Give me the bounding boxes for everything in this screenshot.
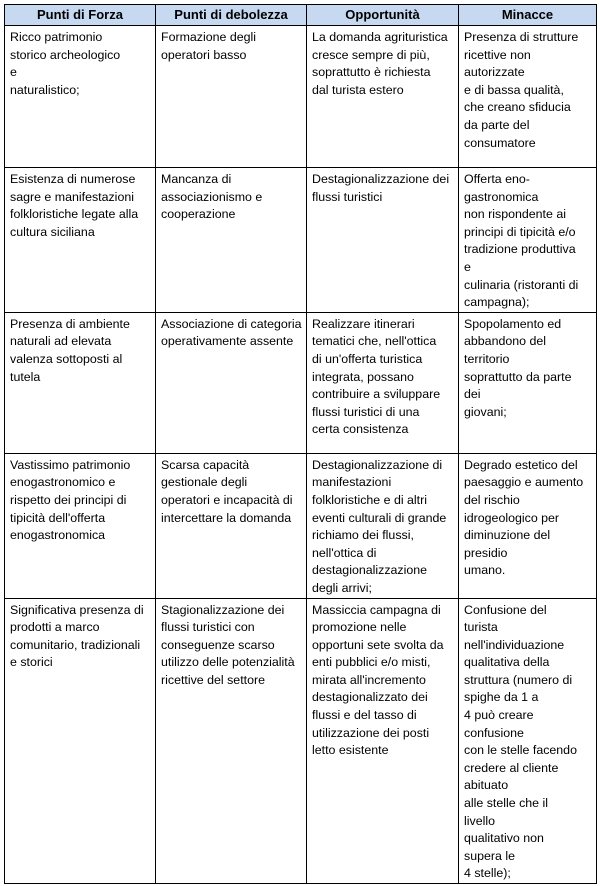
opportunity-cell <box>307 453 459 598</box>
threat-cell <box>459 168 597 313</box>
table-row <box>5 312 597 453</box>
cell-text: Realizzare itinerari tematici che, nell'ottica di un'offerta turistica integrata, possano contribuire a sviluppare flussi turistici di una certa consistenza <box>312 316 441 437</box>
strength-cell <box>5 598 156 884</box>
opportunity-cell <box>307 26 459 168</box>
weakness-cell <box>156 453 307 598</box>
swot-table <box>4 4 597 884</box>
header-threats: Minacce <box>459 5 597 26</box>
cell-text: La domanda agrituristica cresce sempre di più, soprattutto è richiesta dal turista estero <box>312 30 448 97</box>
strength-cell <box>5 168 156 313</box>
table-row <box>5 598 597 884</box>
table-row <box>5 26 597 168</box>
weakness-cell <box>156 598 307 884</box>
cell-text: Spopolamento ed abbandono del territorio soprattutto da parte dei giovani; <box>464 316 572 419</box>
strength-cell <box>5 453 156 598</box>
cell-text: Significativa presenza di prodotti a marco comunitario, tradizionali e storici <box>10 602 144 670</box>
cell-text: Destagionalizzazione di manifestazioni folkloristiche e di altri eventi culturali di grande richiamo dei flussi, nell'ottica di destagionalizzazione degli arrivi; <box>312 457 447 595</box>
strength-cell <box>5 312 156 453</box>
header-strengths: Punti di Forza <box>5 5 156 26</box>
cell-text: Confusione del turista nell'individuazione qualitativa della struttura (numero di spighe da 1 a 4 può creare confusione con le stelle facendo credere al cliente abituato alle stelle che il livello qualitativo non supera le 4 stelle); <box>464 602 577 881</box>
table-row <box>5 168 597 313</box>
cell-text: Presenza di strutture ricettive non autorizzate e di bassa qualità, che creano sfiducia da parte del consumatore <box>464 30 579 150</box>
threat-cell <box>459 453 597 598</box>
cell-text: Degrado estetico del paesaggio e aumento del rischio idrogeologico per diminuzione del presidio umano. <box>464 457 584 578</box>
opportunity-cell <box>307 598 459 884</box>
weakness-cell <box>156 26 307 168</box>
cell-text: Offerta eno- gastronomica non rispondente ai principi di tipicità e/o tradizione produttiva e culinaria (ristoranti di campagna); <box>464 172 579 310</box>
threat-cell <box>459 598 597 884</box>
cell-text: Esistenza di numerose sagre e manifestazioni folkloristiche legate alla cultura siciliana <box>10 172 139 239</box>
weakness-cell <box>156 168 307 313</box>
cell-text: Destagionalizzazione dei flussi turistici <box>312 172 450 204</box>
cell-text: Stagionalizzazione dei flussi turistici con conseguenze scarso utilizzo delle potenzialità ricettive del settore <box>161 602 295 687</box>
opportunity-cell <box>307 312 459 453</box>
cell-text: Formazione degli operatori basso <box>161 30 257 62</box>
cell-text: Scarsa capacità gestionale degli operatori e incapacità di intercettare la domanda <box>161 457 293 525</box>
cell-text: Ricco patrimonio storico archeologico e naturalistico; <box>10 30 121 97</box>
threat-cell <box>459 312 597 453</box>
cell-text: Associazione di categoria operativamente assente <box>161 316 302 349</box>
strength-cell <box>5 26 156 168</box>
header-row <box>5 5 597 26</box>
opportunity-cell <box>307 168 459 313</box>
cell-text: Mancanza di associazionismo e cooperazione <box>161 172 263 222</box>
weakness-cell <box>156 312 307 453</box>
cell-text: Vastissimo patrimonio enogastronomico e rispetto dei principi di tipicità dell'offerta enogastronomica <box>10 457 131 543</box>
table-row <box>5 453 597 598</box>
header-weaknesses: Punti di debolezza <box>156 5 307 26</box>
cell-text: Massiccia campagna di promozione nelle opportuni sete svolta da enti pubblici e/o misti, mirata all'incremento destagionalizzato dei flussi e del tasso di utilizzazione dei posti letto esistente <box>312 602 444 758</box>
threat-cell <box>459 26 597 168</box>
header-opportunities: Opportunità <box>307 5 459 26</box>
cell-text: Presenza di ambiente naturali ad elevata valenza sottoposti al tutela <box>10 316 130 384</box>
